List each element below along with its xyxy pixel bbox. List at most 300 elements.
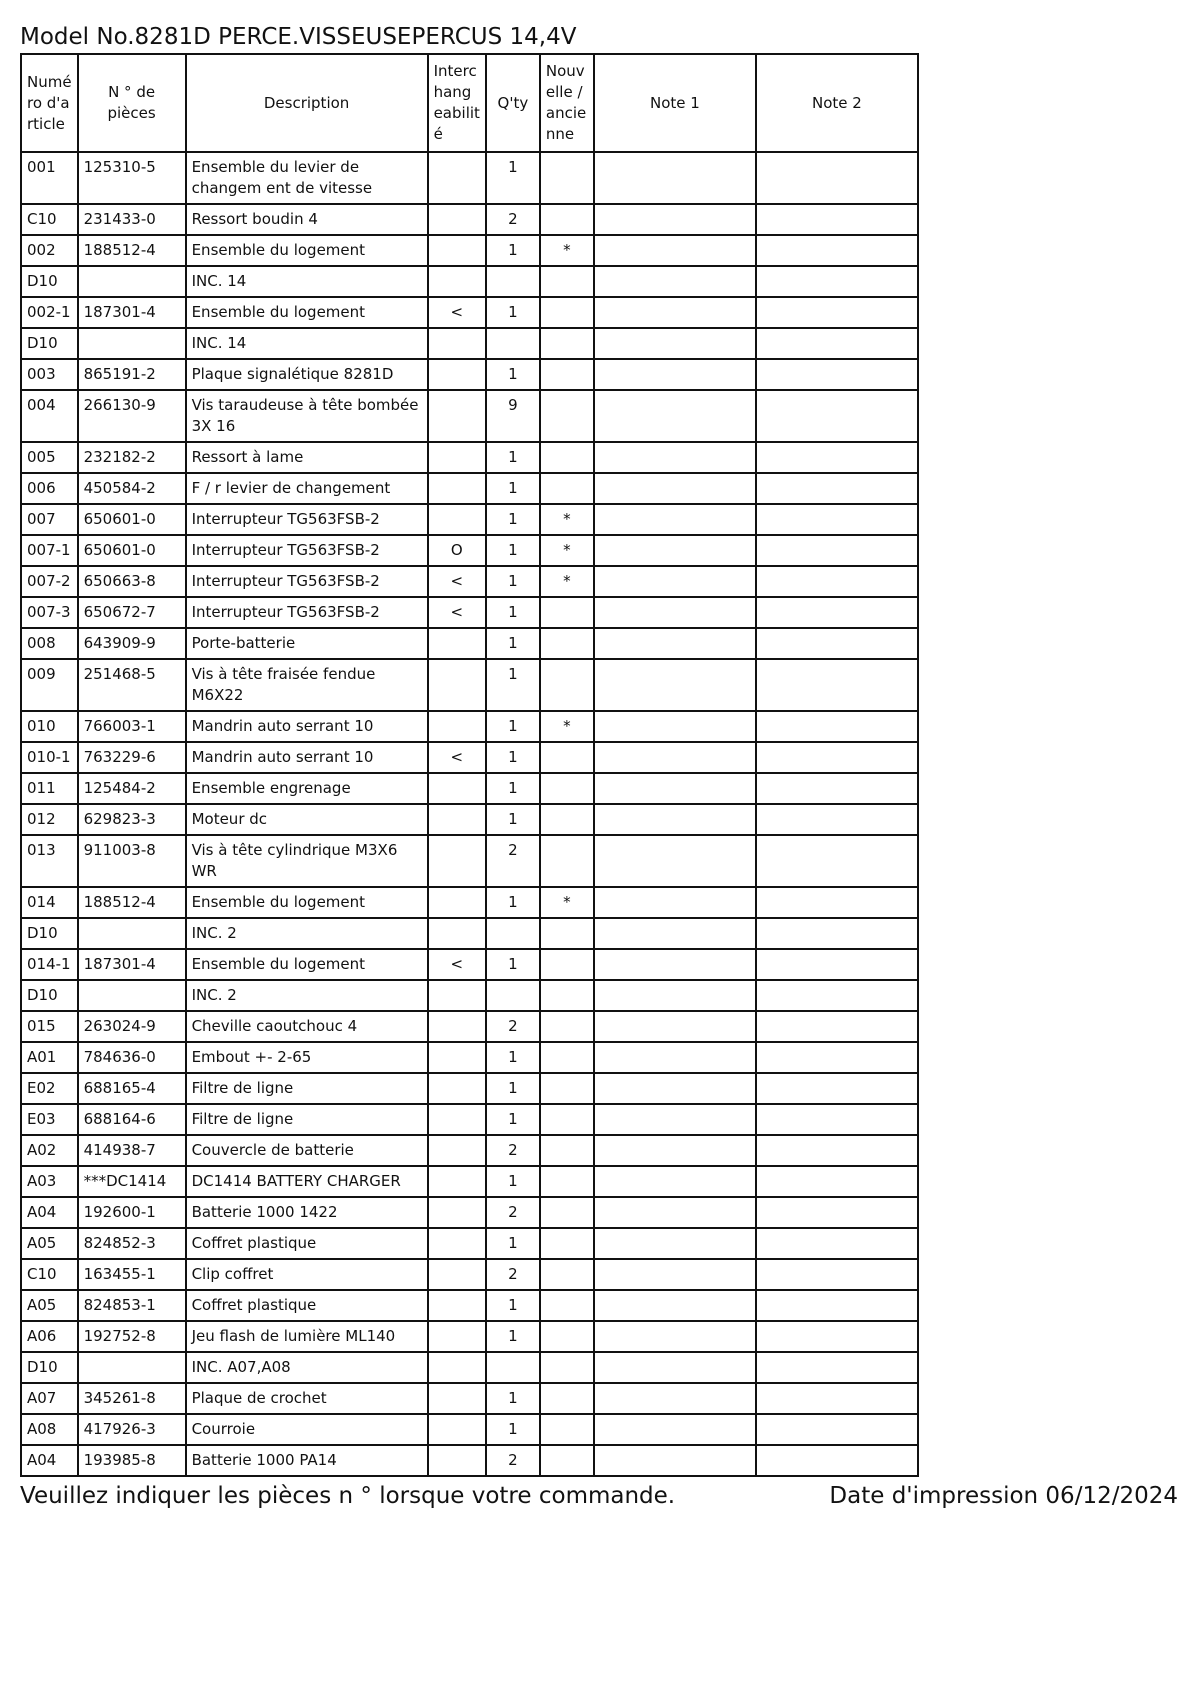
cell-item-number: A04 <box>21 1197 78 1228</box>
cell-part-number: 251468-5 <box>78 659 186 711</box>
cell-description: Ensemble du levier de changem ent de vitesse <box>186 152 428 204</box>
cell-item-number: 007-1 <box>21 535 78 566</box>
cell-note-1 <box>594 1290 756 1321</box>
cell-part-number: 650672-7 <box>78 597 186 628</box>
cell-item-number: 011 <box>21 773 78 804</box>
cell-note-1 <box>594 628 756 659</box>
cell-part-number: 688164-6 <box>78 1104 186 1135</box>
cell-description: Vis à tête cylindrique M3X6 WR <box>186 835 428 887</box>
cell-quantity: 1 <box>486 1321 540 1352</box>
cell-item-number: E03 <box>21 1104 78 1135</box>
cell-description: INC. 14 <box>186 266 428 297</box>
cell-quantity: 1 <box>486 804 540 835</box>
cell-interchangeability <box>428 1042 486 1073</box>
cell-interchangeability <box>428 711 486 742</box>
header-item-number: Numé ro d'a rticle <box>21 54 78 152</box>
cell-description: Interrupteur TG563FSB-2 <box>186 535 428 566</box>
table-row <box>21 235 918 266</box>
cell-interchangeability <box>428 1290 486 1321</box>
cell-note-2 <box>756 1290 918 1321</box>
cell-note-2 <box>756 152 918 204</box>
cell-item-number: A06 <box>21 1321 78 1352</box>
cell-interchangeability <box>428 659 486 711</box>
cell-new-old <box>540 1290 594 1321</box>
cell-quantity: 2 <box>486 1259 540 1290</box>
cell-quantity: 1 <box>486 297 540 328</box>
cell-part-number: 688165-4 <box>78 1073 186 1104</box>
cell-note-2 <box>756 1197 918 1228</box>
cell-item-number: 010-1 <box>21 742 78 773</box>
cell-item-number: C10 <box>21 1259 78 1290</box>
cell-description: Coffret plastique <box>186 1290 428 1321</box>
cell-item-number: 013 <box>21 835 78 887</box>
cell-quantity: 2 <box>486 1445 540 1476</box>
cell-description: Embout +- 2-65 <box>186 1042 428 1073</box>
cell-note-2 <box>756 1321 918 1352</box>
header-quantity: Q'ty <box>486 54 540 152</box>
cell-new-old: * <box>540 504 594 535</box>
cell-item-number: A04 <box>21 1445 78 1476</box>
cell-part-number: 417926-3 <box>78 1414 186 1445</box>
cell-quantity: 1 <box>486 235 540 266</box>
cell-interchangeability <box>428 980 486 1011</box>
cell-description: INC. 14 <box>186 328 428 359</box>
cell-interchangeability: < <box>428 949 486 980</box>
cell-part-number: 643909-9 <box>78 628 186 659</box>
cell-note-1 <box>594 566 756 597</box>
cell-quantity: 1 <box>486 504 540 535</box>
cell-quantity: 1 <box>486 773 540 804</box>
cell-interchangeability <box>428 235 486 266</box>
cell-item-number: 002-1 <box>21 297 78 328</box>
cell-part-number: 192752-8 <box>78 1321 186 1352</box>
table-row <box>21 390 918 442</box>
cell-interchangeability <box>428 1011 486 1042</box>
cell-description: Mandrin auto serrant 10 <box>186 742 428 773</box>
table-row <box>21 1383 918 1414</box>
cell-interchangeability <box>428 773 486 804</box>
cell-note-1 <box>594 1042 756 1073</box>
document-title: Model No.8281D PERCE.VISSEUSEPERCUS 14,4V <box>20 24 577 50</box>
cell-item-number: A02 <box>21 1135 78 1166</box>
cell-note-1 <box>594 804 756 835</box>
cell-note-2 <box>756 1445 918 1476</box>
cell-quantity: 1 <box>486 1383 540 1414</box>
cell-note-2 <box>756 390 918 442</box>
cell-quantity: 1 <box>486 659 540 711</box>
cell-interchangeability <box>428 504 486 535</box>
table-row <box>21 566 918 597</box>
cell-interchangeability: < <box>428 742 486 773</box>
cell-note-1 <box>594 835 756 887</box>
cell-part-number: 125484-2 <box>78 773 186 804</box>
cell-interchangeability <box>428 1321 486 1352</box>
cell-new-old <box>540 297 594 328</box>
cell-note-1 <box>594 1011 756 1042</box>
cell-quantity: 1 <box>486 887 540 918</box>
table-row <box>21 1197 918 1228</box>
cell-new-old <box>540 1352 594 1383</box>
cell-note-2 <box>756 597 918 628</box>
cell-part-number <box>78 1352 186 1383</box>
cell-interchangeability <box>428 1228 486 1259</box>
cell-quantity: 1 <box>486 1104 540 1135</box>
table-row <box>21 1073 918 1104</box>
cell-part-number: 450584-2 <box>78 473 186 504</box>
table-row <box>21 711 918 742</box>
cell-description: Plaque signalétique 8281D <box>186 359 428 390</box>
cell-quantity: 1 <box>486 359 540 390</box>
table-row <box>21 1445 918 1476</box>
cell-note-2 <box>756 1414 918 1445</box>
cell-new-old <box>540 328 594 359</box>
cell-interchangeability <box>428 628 486 659</box>
cell-part-number <box>78 266 186 297</box>
cell-interchangeability <box>428 266 486 297</box>
cell-interchangeability <box>428 918 486 949</box>
cell-new-old <box>540 597 594 628</box>
cell-part-number: 414938-7 <box>78 1135 186 1166</box>
table-row <box>21 1321 918 1352</box>
cell-note-2 <box>756 1011 918 1042</box>
cell-part-number: 263024-9 <box>78 1011 186 1042</box>
cell-part-number: 193985-8 <box>78 1445 186 1476</box>
cell-quantity: 1 <box>486 597 540 628</box>
cell-quantity: 1 <box>486 1166 540 1197</box>
cell-quantity: 1 <box>486 949 540 980</box>
cell-part-number: 125310-5 <box>78 152 186 204</box>
cell-note-1 <box>594 659 756 711</box>
table-row <box>21 949 918 980</box>
cell-item-number: D10 <box>21 266 78 297</box>
cell-description: Ressort à lame <box>186 442 428 473</box>
cell-note-2 <box>756 1135 918 1166</box>
cell-interchangeability <box>428 1445 486 1476</box>
cell-note-2 <box>756 359 918 390</box>
cell-part-number: 266130-9 <box>78 390 186 442</box>
cell-item-number: 004 <box>21 390 78 442</box>
cell-note-1 <box>594 359 756 390</box>
table-row <box>21 152 918 204</box>
cell-item-number: 002 <box>21 235 78 266</box>
cell-interchangeability <box>428 390 486 442</box>
cell-note-2 <box>756 266 918 297</box>
cell-note-2 <box>756 1104 918 1135</box>
cell-note-1 <box>594 297 756 328</box>
table-row <box>21 804 918 835</box>
cell-note-1 <box>594 1228 756 1259</box>
table-row <box>21 535 918 566</box>
cell-item-number: 001 <box>21 152 78 204</box>
cell-interchangeability <box>428 1104 486 1135</box>
cell-note-1 <box>594 390 756 442</box>
cell-quantity: 1 <box>486 628 540 659</box>
cell-quantity: 1 <box>486 566 540 597</box>
cell-description: Filtre de ligne <box>186 1104 428 1135</box>
cell-description: Vis taraudeuse à tête bombée 3X 16 <box>186 390 428 442</box>
cell-description: Ressort boudin 4 <box>186 204 428 235</box>
cell-note-1 <box>594 1352 756 1383</box>
cell-note-1 <box>594 773 756 804</box>
cell-note-2 <box>756 1042 918 1073</box>
cell-new-old: * <box>540 535 594 566</box>
cell-item-number: 007-2 <box>21 566 78 597</box>
cell-note-1 <box>594 266 756 297</box>
order-instruction: Veuillez indiquer les pièces n ° lorsque votre commande. <box>20 1483 676 1509</box>
cell-item-number: 006 <box>21 473 78 504</box>
cell-quantity: 1 <box>486 1414 540 1445</box>
header-part-number: N ° de pièces <box>78 54 186 152</box>
cell-note-1 <box>594 918 756 949</box>
cell-description: Clip coffret <box>186 1259 428 1290</box>
cell-part-number <box>78 328 186 359</box>
table-row <box>21 835 918 887</box>
cell-interchangeability <box>428 359 486 390</box>
cell-interchangeability <box>428 887 486 918</box>
cell-part-number: 650601-0 <box>78 504 186 535</box>
cell-note-1 <box>594 1135 756 1166</box>
cell-item-number: 009 <box>21 659 78 711</box>
cell-interchangeability <box>428 1166 486 1197</box>
cell-part-number <box>78 918 186 949</box>
table-row <box>21 328 918 359</box>
cell-description: INC. 2 <box>186 980 428 1011</box>
cell-interchangeability: < <box>428 566 486 597</box>
cell-description: Ensemble du logement <box>186 949 428 980</box>
parts-table <box>20 53 919 1477</box>
cell-new-old <box>540 1011 594 1042</box>
cell-new-old <box>540 152 594 204</box>
cell-interchangeability <box>428 1414 486 1445</box>
cell-new-old <box>540 1445 594 1476</box>
table-row <box>21 887 918 918</box>
cell-quantity <box>486 980 540 1011</box>
cell-new-old <box>540 1073 594 1104</box>
cell-note-2 <box>756 773 918 804</box>
cell-note-1 <box>594 1259 756 1290</box>
table-header-row <box>21 54 918 152</box>
cell-new-old <box>540 1383 594 1414</box>
cell-note-2 <box>756 804 918 835</box>
cell-new-old <box>540 1414 594 1445</box>
cell-note-2 <box>756 1228 918 1259</box>
cell-description: Batterie 1000 PA14 <box>186 1445 428 1476</box>
table-row <box>21 1290 918 1321</box>
cell-description: Filtre de ligne <box>186 1073 428 1104</box>
cell-quantity: 1 <box>486 1290 540 1321</box>
table-row <box>21 473 918 504</box>
cell-part-number: 766003-1 <box>78 711 186 742</box>
cell-interchangeability <box>428 804 486 835</box>
cell-new-old <box>540 473 594 504</box>
cell-description: Mandrin auto serrant 10 <box>186 711 428 742</box>
table-row <box>21 1042 918 1073</box>
cell-description: Vis à tête fraisée fendue M6X22 <box>186 659 428 711</box>
cell-part-number: 865191-2 <box>78 359 186 390</box>
parts-table-body <box>21 152 918 1476</box>
cell-note-2 <box>756 328 918 359</box>
cell-interchangeability <box>428 328 486 359</box>
cell-item-number: A07 <box>21 1383 78 1414</box>
cell-part-number: 763229-6 <box>78 742 186 773</box>
cell-note-2 <box>756 442 918 473</box>
table-row <box>21 1414 918 1445</box>
cell-part-number: 345261-8 <box>78 1383 186 1414</box>
cell-item-number: A05 <box>21 1290 78 1321</box>
cell-quantity: 1 <box>486 1073 540 1104</box>
cell-new-old <box>540 442 594 473</box>
cell-new-old <box>540 1166 594 1197</box>
cell-item-number: 014-1 <box>21 949 78 980</box>
cell-quantity <box>486 328 540 359</box>
cell-item-number: A08 <box>21 1414 78 1445</box>
cell-note-1 <box>594 949 756 980</box>
cell-item-number: 008 <box>21 628 78 659</box>
cell-interchangeability <box>428 1135 486 1166</box>
cell-note-1 <box>594 742 756 773</box>
table-row <box>21 628 918 659</box>
cell-part-number: 824852-3 <box>78 1228 186 1259</box>
header-new-old: Nouv elle / ancie nne <box>540 54 594 152</box>
cell-item-number: 003 <box>21 359 78 390</box>
cell-quantity: 9 <box>486 390 540 442</box>
cell-new-old <box>540 1135 594 1166</box>
cell-note-2 <box>756 1166 918 1197</box>
cell-interchangeability <box>428 152 486 204</box>
cell-description: Ensemble du logement <box>186 235 428 266</box>
table-row <box>21 659 918 711</box>
table-row <box>21 204 918 235</box>
cell-interchangeability <box>428 473 486 504</box>
cell-interchangeability: < <box>428 297 486 328</box>
cell-new-old <box>540 835 594 887</box>
cell-quantity: 2 <box>486 1135 540 1166</box>
table-row <box>21 1011 918 1042</box>
cell-interchangeability <box>428 835 486 887</box>
cell-new-old <box>540 266 594 297</box>
cell-quantity: 2 <box>486 1197 540 1228</box>
cell-part-number <box>78 980 186 1011</box>
cell-note-2 <box>756 887 918 918</box>
cell-new-old: * <box>540 235 594 266</box>
cell-note-2 <box>756 659 918 711</box>
cell-note-1 <box>594 535 756 566</box>
cell-note-1 <box>594 504 756 535</box>
header-interchangeability: Interc hang eabilit é <box>428 54 486 152</box>
cell-note-2 <box>756 918 918 949</box>
cell-item-number: D10 <box>21 980 78 1011</box>
cell-quantity: 1 <box>486 711 540 742</box>
header-description: Description <box>186 54 428 152</box>
cell-note-1 <box>594 1445 756 1476</box>
cell-interchangeability <box>428 442 486 473</box>
cell-note-2 <box>756 835 918 887</box>
cell-description: Plaque de crochet <box>186 1383 428 1414</box>
cell-item-number: D10 <box>21 1352 78 1383</box>
cell-part-number: 784636-0 <box>78 1042 186 1073</box>
table-row <box>21 918 918 949</box>
cell-quantity: 1 <box>486 473 540 504</box>
cell-description: Interrupteur TG563FSB-2 <box>186 566 428 597</box>
cell-note-1 <box>594 1073 756 1104</box>
cell-note-1 <box>594 1383 756 1414</box>
cell-description: Ensemble engrenage <box>186 773 428 804</box>
cell-note-2 <box>756 980 918 1011</box>
cell-quantity: 1 <box>486 152 540 204</box>
cell-quantity: 1 <box>486 1042 540 1073</box>
table-row <box>21 1135 918 1166</box>
cell-new-old <box>540 804 594 835</box>
table-row <box>21 980 918 1011</box>
cell-new-old <box>540 390 594 442</box>
cell-note-1 <box>594 1166 756 1197</box>
cell-part-number: 192600-1 <box>78 1197 186 1228</box>
cell-part-number: ***DC1414 <box>78 1166 186 1197</box>
cell-part-number: 232182-2 <box>78 442 186 473</box>
cell-description: Coffret plastique <box>186 1228 428 1259</box>
cell-new-old <box>540 1228 594 1259</box>
cell-note-2 <box>756 504 918 535</box>
cell-description: Moteur dc <box>186 804 428 835</box>
cell-item-number: D10 <box>21 328 78 359</box>
cell-item-number: 007 <box>21 504 78 535</box>
cell-note-1 <box>594 204 756 235</box>
cell-quantity <box>486 918 540 949</box>
cell-new-old <box>540 1104 594 1135</box>
cell-part-number: 188512-4 <box>78 235 186 266</box>
cell-note-1 <box>594 1197 756 1228</box>
table-row <box>21 504 918 535</box>
cell-item-number: A03 <box>21 1166 78 1197</box>
cell-part-number: 163455-1 <box>78 1259 186 1290</box>
cell-note-1 <box>594 152 756 204</box>
cell-new-old: * <box>540 566 594 597</box>
cell-part-number: 911003-8 <box>78 835 186 887</box>
cell-note-1 <box>594 887 756 918</box>
cell-part-number: 187301-4 <box>78 297 186 328</box>
table-row <box>21 297 918 328</box>
cell-quantity: 1 <box>486 742 540 773</box>
cell-item-number: C10 <box>21 204 78 235</box>
cell-description: INC. 2 <box>186 918 428 949</box>
cell-part-number: 231433-0 <box>78 204 186 235</box>
cell-new-old <box>540 949 594 980</box>
cell-note-1 <box>594 980 756 1011</box>
cell-note-2 <box>756 473 918 504</box>
cell-interchangeability <box>428 1383 486 1414</box>
cell-interchangeability: < <box>428 597 486 628</box>
cell-interchangeability <box>428 1197 486 1228</box>
cell-new-old <box>540 1321 594 1352</box>
cell-description: DC1414 BATTERY CHARGER <box>186 1166 428 1197</box>
table-row <box>21 442 918 473</box>
cell-note-2 <box>756 628 918 659</box>
cell-interchangeability <box>428 1073 486 1104</box>
cell-new-old <box>540 980 594 1011</box>
cell-note-1 <box>594 235 756 266</box>
table-row <box>21 773 918 804</box>
cell-item-number: 007-3 <box>21 597 78 628</box>
cell-note-2 <box>756 535 918 566</box>
cell-description: Interrupteur TG563FSB-2 <box>186 504 428 535</box>
cell-description: Jeu flash de lumière ML140 <box>186 1321 428 1352</box>
cell-item-number: 014 <box>21 887 78 918</box>
cell-item-number: E02 <box>21 1073 78 1104</box>
cell-quantity <box>486 266 540 297</box>
cell-part-number: 650663-8 <box>78 566 186 597</box>
cell-new-old <box>540 773 594 804</box>
cell-item-number: 012 <box>21 804 78 835</box>
